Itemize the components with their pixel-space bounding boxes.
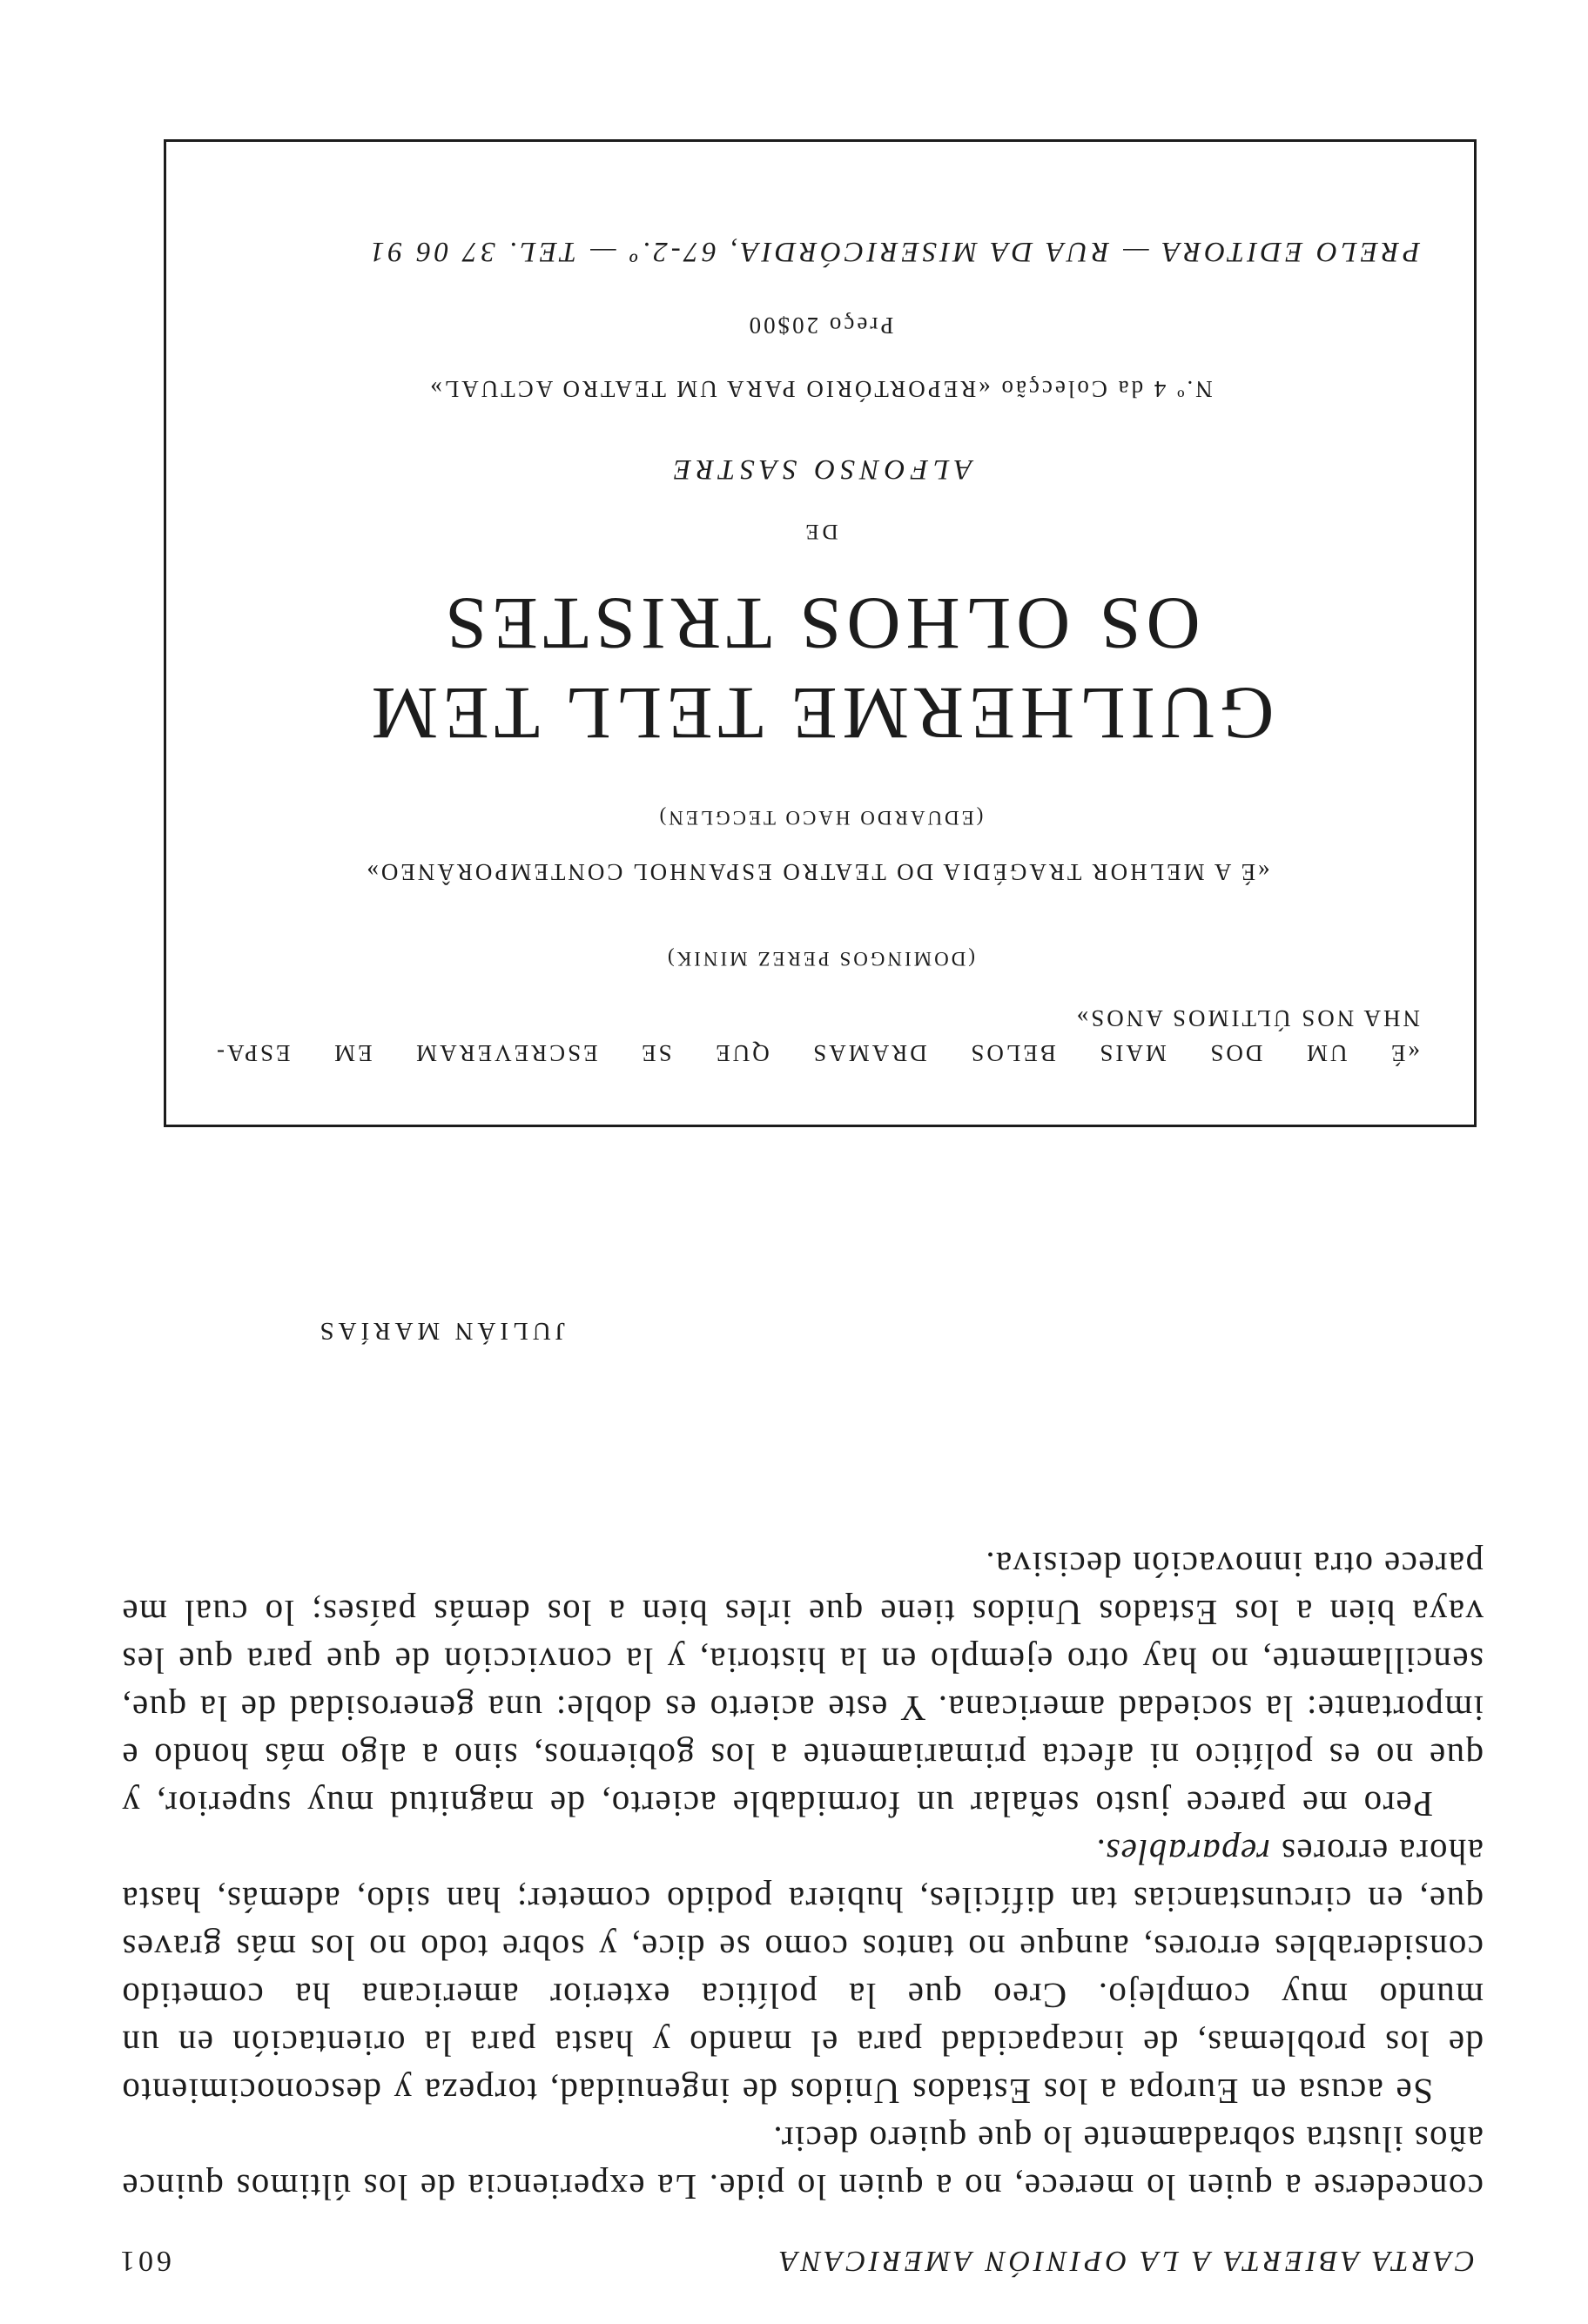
- quote-2: «É A MELHOR TRAGÉDIA DO TEATRO ESPANHOL CONTEMPORÂNEO»: [364, 859, 1270, 885]
- paragraph-2-text: Se acusa en Europa a los Estados Unidos de ingenuidad, torpeza y desconocimiento de los problemas, de incapacidad para el mando y hasta para la orientación en un mundo muy complejo. Creo que la política exterior americana ha cometido considerables errores, aunque no tantos como se dice, y sobre todo no los más graves que, en circunstancias tan difíciles, hubiera podido cometer; han sido, además, hasta ahora errores: [121, 1832, 1484, 2112]
- quote-1-line-1: «É UM DOS MAIS BELOS DRAMAS QUE SE ESCREVERAM EM ESPA-: [214, 1040, 1420, 1066]
- book-author: ALFONSO SASTRE: [668, 453, 972, 485]
- running-head-title: CARTA ABIERTA A LA OPINIÓN AMERICANA: [776, 2245, 1475, 2277]
- paragraph-2: [121, 1828, 1484, 2115]
- by-label: DE: [802, 520, 838, 543]
- book-advertisement: [164, 139, 1477, 1127]
- quote-1-line-2: NHA NOS ÚLTIMOS ANOS»: [1073, 1005, 1420, 1031]
- collection-note: N.º 4 da Colecção «REPORTÓRIO PARA UM TEATRO ACTUAL»: [427, 376, 1213, 402]
- book-title-line-1: GUILHERME TELL TEM: [366, 672, 1275, 756]
- page-number: 601: [117, 2245, 172, 2277]
- reparables-word: reparables.: [1094, 1832, 1271, 1872]
- book-title-line-2: OS OLHOS TRISTES: [440, 582, 1201, 666]
- publisher-line: PRELO EDITORA — RUA DA MISERICÓRDIA, 67-2.º — TEL. 37 06 91: [367, 236, 1420, 267]
- paragraph-1: concederse a quien lo merece, no a quien lo pide. La experiencia de los últimos quince años ilustra sobradamente lo que quiero decir.: [121, 2119, 1484, 2207]
- paragraph-3: Pero me parece justo señalar un formidable acierto, de magnitud muy superior, y que no es político ni afecta primariamente a los gobiernos, sino a algo más hondo e importante: la sociedad americana. Y este acierto es doble: una generosidad de la que, sencillamente, no hay otro ejemplo en la historia, y la convicción de que para que les vaya bien a los Estados Unidos tiene que irles bien a los demás países; lo cual me parece otra innovación decisiva.: [121, 1545, 1484, 1824]
- article-body: [121, 1541, 1484, 2211]
- price: Preço 20$00: [746, 312, 894, 339]
- quote-1-source: (DOMINGOS PEREZ MINIK): [664, 948, 976, 970]
- author-signature: JULIÁN MARÍAS: [315, 1317, 565, 1345]
- quote-2-source: (EDUARDO HACO TECGLEN): [656, 807, 984, 829]
- quote-1: [214, 1001, 1420, 1071]
